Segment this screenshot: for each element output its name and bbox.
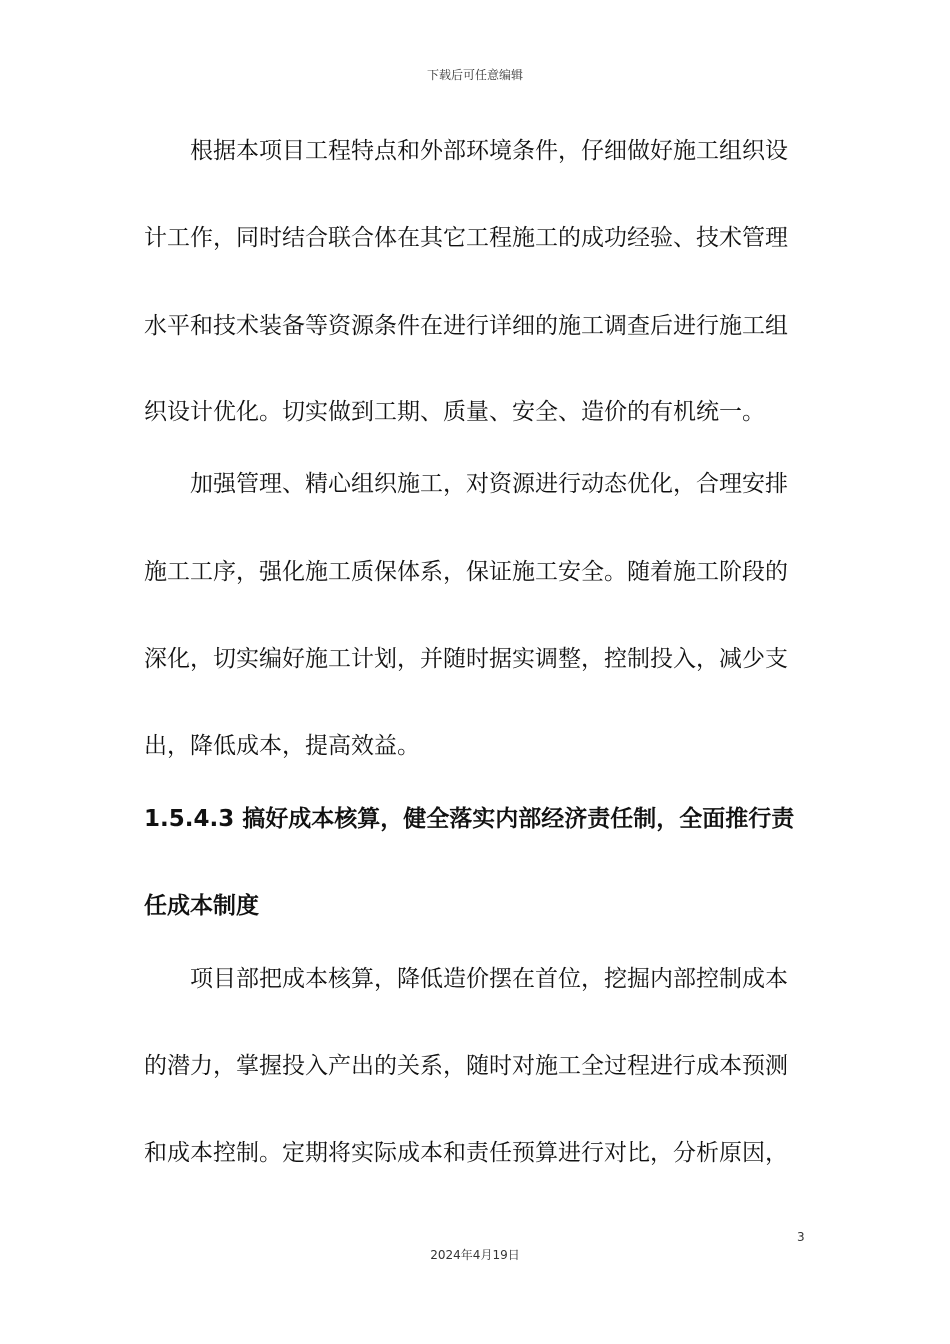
paragraph-line: 根据本项目工程特点和外部环境条件，仔细做好施工组织设 — [190, 138, 788, 164]
paragraph-line: 出，降低成本，提高效益。 — [144, 733, 420, 759]
paragraph-line: 水平和技术装备等资源条件在进行详细的施工调查后进行施工组 — [144, 313, 788, 339]
paragraph-line: 的潜力，掌握投入产出的关系，随时对施工全过程进行成本预测 — [144, 1053, 788, 1079]
paragraph-line: 施工工序，强化施工质保体系，保证施工安全。随着施工阶段的 — [144, 559, 788, 585]
paragraph-line: 和成本控制。定期将实际成本和责任预算进行对比，分析原因， — [144, 1140, 788, 1166]
footer-date: 2024年4月19日 — [430, 1248, 520, 1262]
heading-line: 任成本制度 — [144, 893, 259, 919]
paragraph-line: 项目部把成本核算，降低造价摆在首位，挖掘内部控制成本 — [190, 966, 788, 992]
heading-line: 1.5.4.3 搞好成本核算，健全落实内部经济责任制，全面推行责 — [144, 806, 795, 832]
paragraph-line: 计工作，同时结合联合体在其它工程施工的成功经验、技术管理 — [144, 225, 788, 251]
paragraph-line: 深化，切实编好施工计划，并随时据实调整，控制投入，减少支 — [144, 646, 788, 672]
paragraph-line: 加强管理、精心组织施工，对资源进行动态优化，合理安排 — [190, 471, 788, 497]
paragraph-line: 织设计优化。切实做到工期、质量、安全、造价的有机统一。 — [144, 399, 765, 425]
header-note: 下载后可任意编辑 — [426, 68, 523, 82]
page-number: 3 — [797, 1230, 805, 1244]
